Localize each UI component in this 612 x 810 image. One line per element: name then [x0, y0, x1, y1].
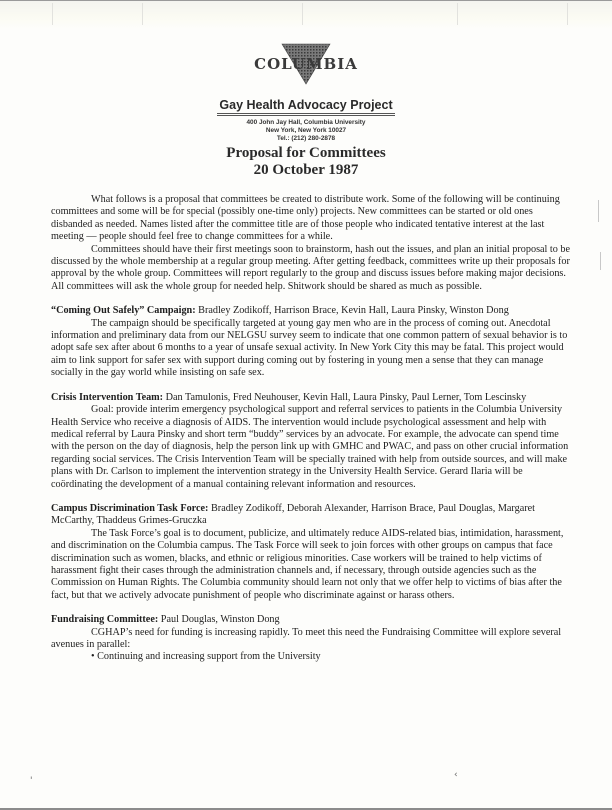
address-line-1: 400 John Jay Hall, Columbia University: [246, 119, 366, 126]
logo-wordmark: COLUMBIA: [254, 55, 358, 73]
title-date: 20 October 1987: [253, 162, 359, 178]
scan-artifact: [0, 3, 53, 25]
organization-name: Gay Health Advocacy Project: [217, 98, 394, 116]
scan-artifact: [302, 3, 458, 25]
scan-artifact: [52, 3, 143, 25]
scan-mark: [600, 252, 601, 270]
committee-description: The campaign should be specifically targeted at young gay men who are in the process of coming out. Anecdotal information and preliminary data from our NELGSU survey seem to indicate that one common pattern of sexual behavior is to adopt safe sex after about 6 months to a year of unsafe sexual activity. In New York City this may be fatal. This project would aim to link support for safer sex with support during coming out by fostering in young men a sense that they can manage socially in the gay world while insisting on safe sex.: [51, 317, 568, 379]
address-line-2: New York, New York 10027: [265, 127, 347, 134]
committee-name: Campus Discrimination Task Force:: [51, 502, 209, 514]
committee-description: CGHAP’s need for funding is increasing rapidly. To meet this need the Fundraising Committee will explore several avenues in parallel:: [51, 626, 562, 650]
scan-speck: ': [30, 776, 33, 786]
committee-name: Fundraising Committee:: [51, 614, 159, 626]
committee-members: Bradley Zodikoff, Harrison Brace, Kevin Hall, Laura Pinsky, Winston Dong: [195, 305, 509, 317]
committee-name: “Coming Out Safely” Campaign:: [51, 305, 196, 317]
document-title: [0, 145, 612, 179]
scan-artifact: [457, 3, 568, 25]
committee-heading: [51, 305, 571, 317]
committee-heading: [51, 503, 571, 528]
committee-members: Paul Douglas, Winston Dong: [158, 614, 280, 626]
intro-paragraph: Committees should have their first meetings soon to brainstorm, hash out the issues, and plan an initial proposal to be discussed by the whole membership at a regular group meeting. After getting feedback, committees write up their proposals for approval by the whole group. Committees will report regularly to the group and discuss issues before making major decisions. All committees will ask the whole group for needed help. Shitwork should be shared as much as possible.: [51, 243, 571, 292]
scan-artifact: [142, 3, 303, 25]
committee-heading: [51, 392, 571, 404]
bullet-item: • Continuing and increasing support from the University: [91, 651, 321, 663]
committee-members: Bradley Zodikoff, Deborah Alexander, Harrison Brace, Paul Douglas, Margaret McCarthy, Thaddeus Grimes-Gruczka: [51, 502, 535, 527]
committee-section: [51, 392, 571, 491]
committee-description: Goal: provide interim emergency psychological support and referral services to patients in the Columbia University Health Service who receive a diagnosis of AIDS. The intervention would include psychological assessment and help with medical referral by Laura Pinsky and short term “buddy” services by an advocate. For example, the advocate can spend time with the person on the day of diagnosis, help the person link up with GMHC and PWAC, and pass on other crucial information regarding social services. The Crisis Intervention Team will be specially trained with help from outside sources, and will make plans with Dr. Carlson to implement the intervention strategy in the University Health Service. Gerard Ilaria will be coördinating the development of a manual containing relevant information and resources.: [51, 404, 569, 490]
committee-heading: [51, 614, 571, 626]
committee-name: Crisis Intervention Team:: [51, 391, 164, 403]
committee-section: [51, 503, 571, 602]
scan-mark: [598, 200, 599, 222]
committee-section: [51, 614, 571, 664]
committee-members: Dan Tamulonis, Fred Neuhouser, Kevin Hall, Laura Pinsky, Paul Lerner, Tom Lescinsky: [163, 391, 527, 403]
letterhead: [0, 40, 612, 143]
columbia-logo: [226, 40, 386, 96]
title-line: Proposal for Committees: [226, 145, 386, 161]
intro-paragraph: What follows is a proposal that committees be created to distribute work. Some of the following will be continuing committees and some will be for special (possibly one-time only) projects. New committees can be started or old ones disbanded as needed. Names listed after the committee title are of those people who indicated tentative interest at the last meeting — people should feel free to change committees for a while.: [51, 194, 560, 243]
address-block: [0, 119, 612, 143]
committee-description: The Task Force’s goal is to document, publicize, and ultimately reduce AIDS-related bias, intimidation, harassment, and discrimination on the Columbia campus. The Task Force will seek to join forces with other groups on campus that face discrimination such as women, blacks, and ethnic or religious minorities. Case workers will be trained to help victims of harassment fight their cases through the administration channels and, if necessary, through outside agencies such as the Commission on Human Rights. The Columbia community should learn not only that we offer help to victims of bias after the fact, but that we actively advocate punishment of people who discriminate against or harass others.: [51, 527, 564, 601]
document-body: [51, 194, 571, 664]
pen-mark: ‹: [454, 770, 458, 780]
phone-number: Tel.: (212) 280-2878: [276, 135, 336, 142]
committee-section: [51, 305, 571, 379]
scan-top-strip: [0, 0, 612, 29]
